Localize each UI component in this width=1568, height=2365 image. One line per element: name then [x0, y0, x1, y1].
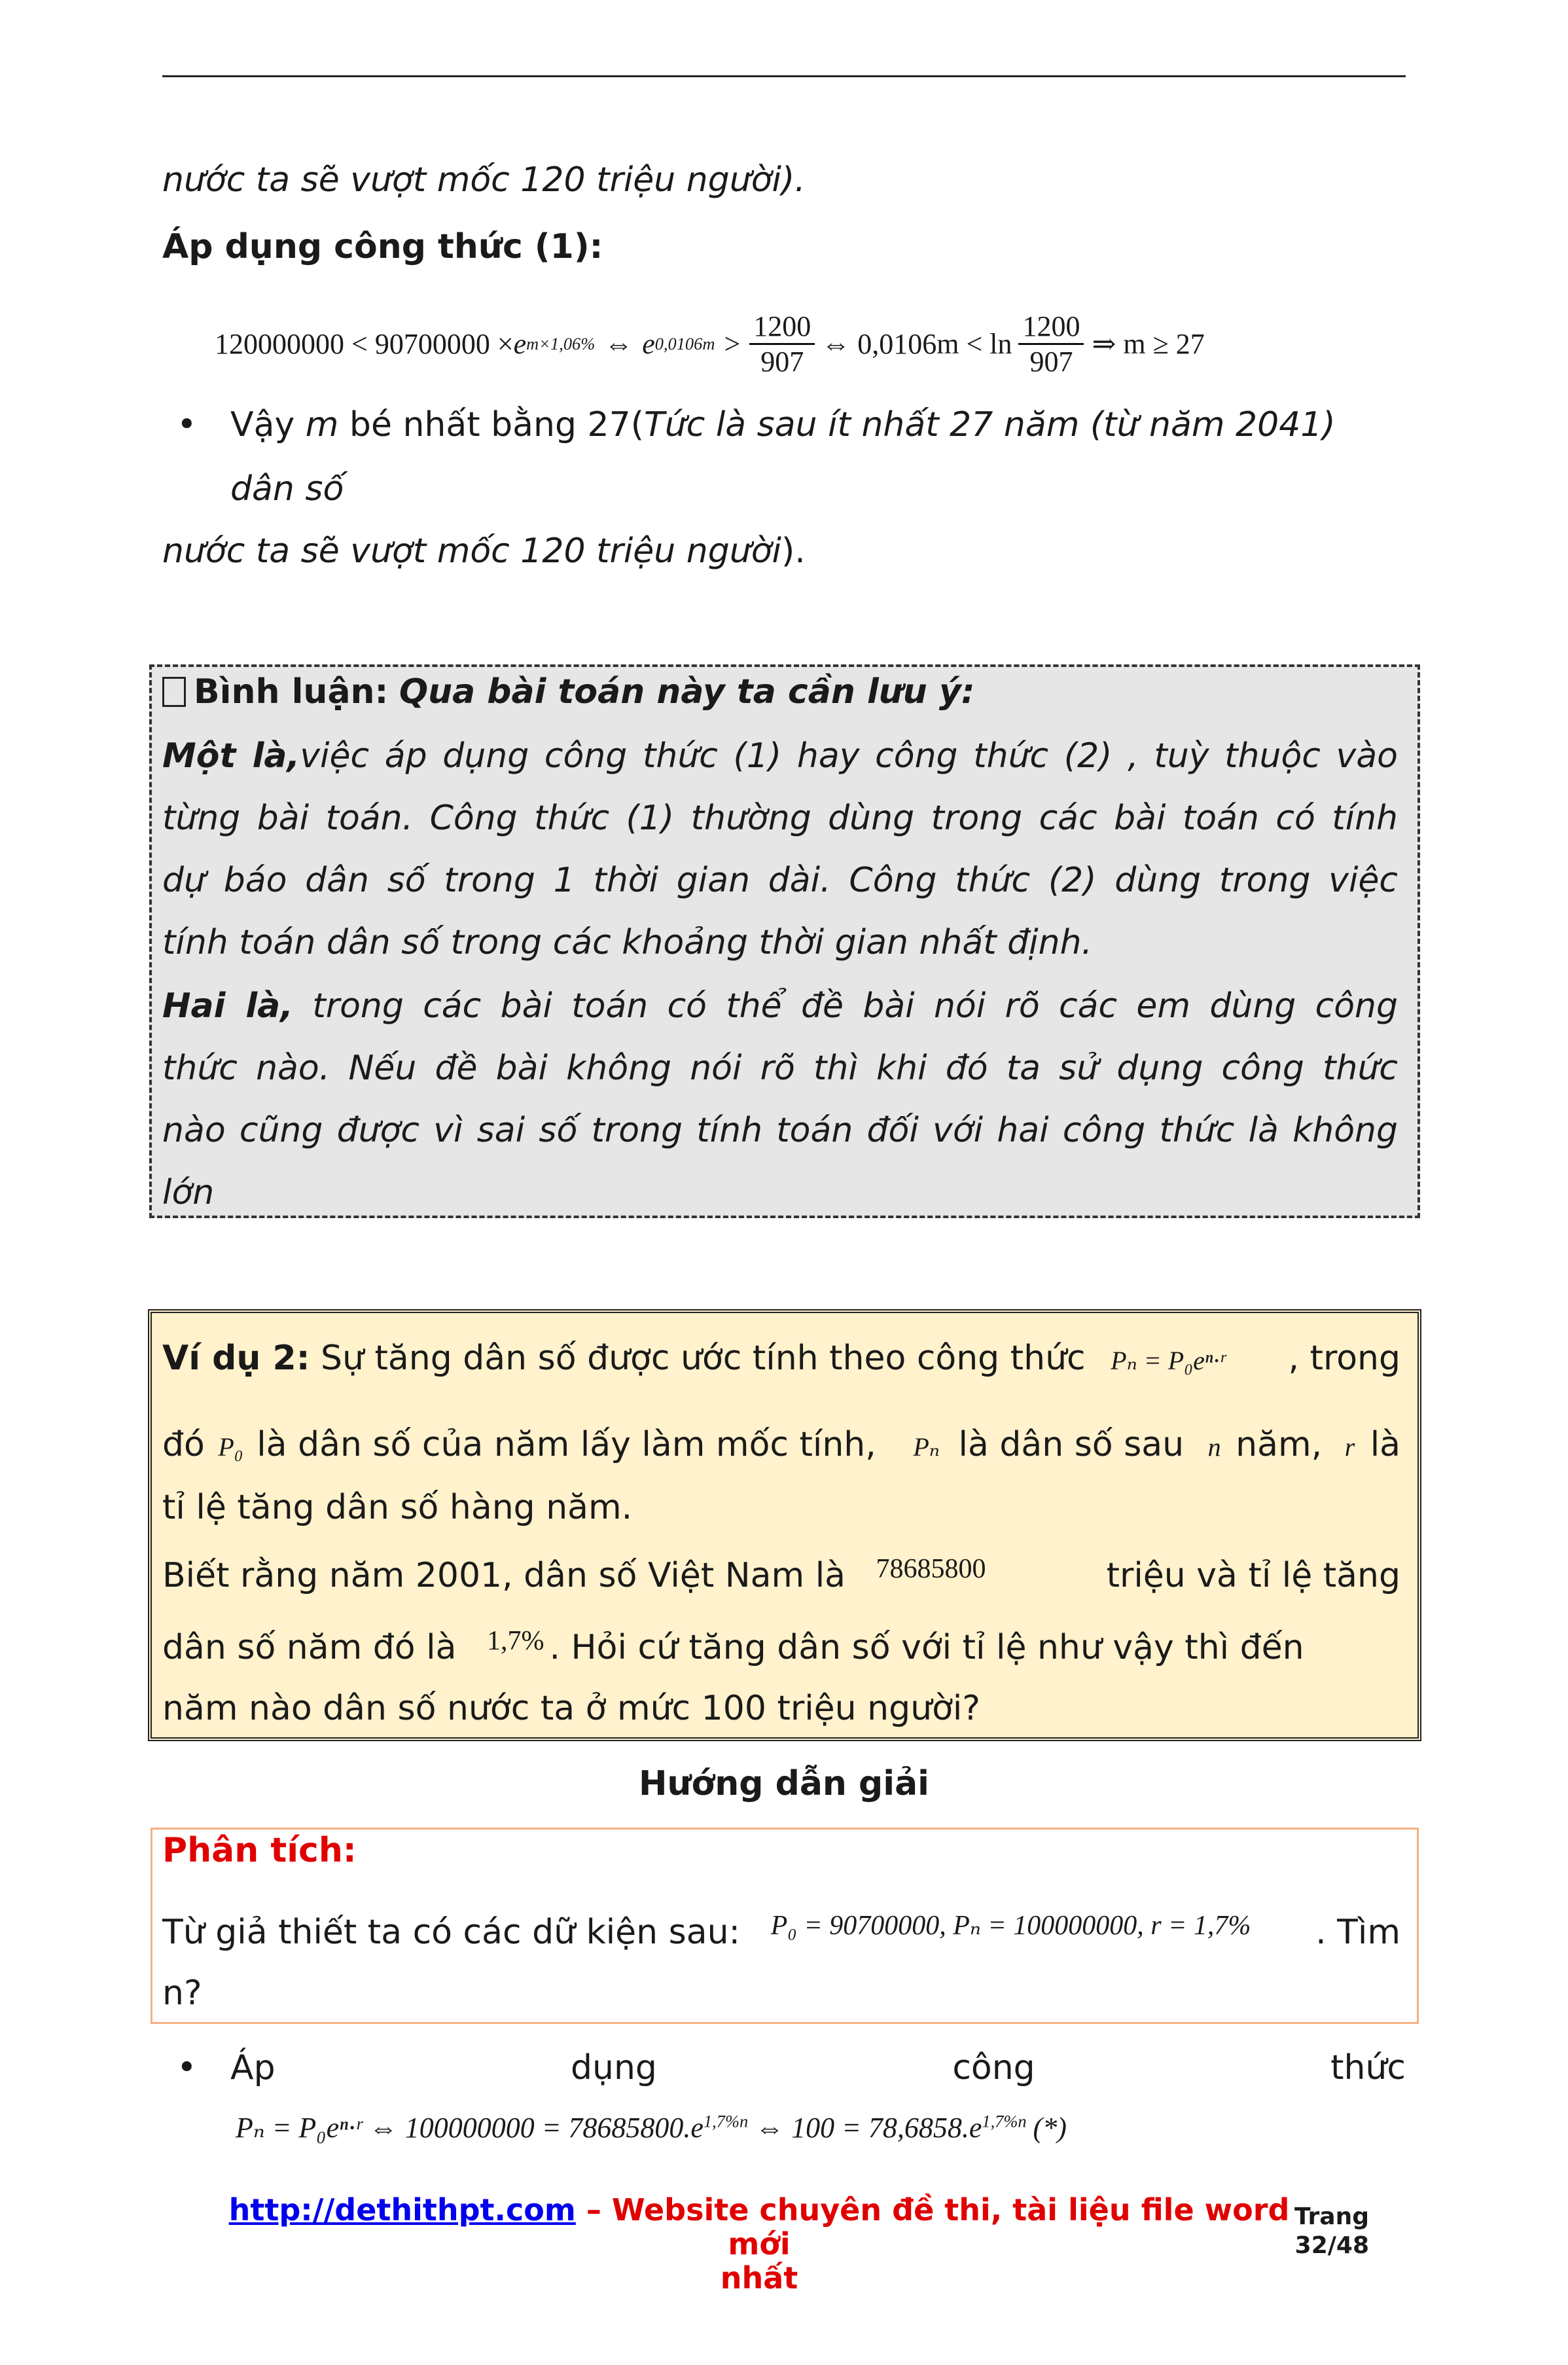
footer-link[interactable]: http://dethithpt.com: [228, 2192, 576, 2228]
comment-p2-line-4: lớn: [162, 1173, 215, 1212]
comment-p1-line-3: dự báo dân số trong 1 thời gian dài. Công thức (2) dùng trong việc: [162, 861, 1398, 900]
header-rule: [162, 75, 1406, 77]
comment-heading: Bình luận: Qua bài toán này ta cần lưu ý:: [162, 661, 975, 723]
fraction-1: $\frac{1200}{907}$: [749, 310, 815, 378]
example-line-1: Ví dụ 2: Sự tăng dân số được ước tính theo công thức Pₙ = P₀eⁿ·ʳ , trong: [162, 1339, 1400, 1378]
apply-heading: Áp dụng công thức (1):: [162, 227, 603, 266]
page-number: Trang 32/48: [1294, 2203, 1369, 2259]
guide-title: Hướng dẫn giải: [638, 1764, 929, 1803]
example-line-4: Biết rằng năm 2001, dân số Việt Nam là $^{78685800}$ triệu và tỉ lệ tăng: [162, 1554, 1400, 1595]
bullet-icon: •: [177, 405, 197, 444]
pen-icon: [162, 677, 186, 707]
comment-p2-line-2: thức nào. Nếu đề bài không nói rõ thì khi đó ta sử dụng công thức: [162, 1049, 1398, 1088]
intro-line: nước ta sẽ vượt mốc 120 triệu người).: [162, 160, 806, 200]
conclusion-line-1: Vậy m bé nhất bằng 27(Tức là sau ít nhất 27 năm (từ năm 2041): [230, 405, 1336, 444]
example-line-6: năm nào dân số nước ta ở mức 100 triệu người?: [162, 1689, 980, 1728]
fraction-2: $\frac{1200}{907}$: [1018, 310, 1084, 378]
comment-p1-line-4: tính toán dân số trong các khoảng thời gian nhất định.: [162, 923, 1093, 962]
apply2-words: Áp dụng công thức: [230, 2048, 1406, 2087]
analysis-label: Phân tích:: [162, 1831, 357, 1870]
comment-p1-line-1: Một là,việc áp dụng công thức (1) hay công thức (2) , tuỳ thuộc vào: [162, 736, 1398, 776]
formula-1: 120000000 < 90700000 × e m×1,06% ⇔ e 0,0106m > $\frac{1200}{907}$ ⇔ 0,0106m < ln $\frac{1200}{907}$ ⇒ m ≥ 27: [215, 310, 1205, 378]
conclusion-line-2: dân số: [230, 469, 344, 509]
example-line-5: dân số năm đó là $^{1,7\%}$ . Hỏi cứ tăng dân số với tỉ lệ như vậy thì đến: [162, 1626, 1304, 1667]
example-line-3: tỉ lệ tăng dân số hàng năm.: [162, 1488, 633, 1527]
comment-p1-line-2: từng bài toán. Công thức (1) thường dùng trong các bài toán có tính: [162, 799, 1398, 838]
comment-p2-line-3: nào cũng được vì sai số trong tính toán đối với hai công thức là không: [162, 1111, 1398, 1150]
bullet-icon-2: •: [177, 2048, 197, 2087]
analysis-line-1: Từ giả thiết ta có các dữ kiện sau: $^{P_0 = 90700000, P_n = 100000000, r = 1,7\%}$ . Tìm: [162, 1911, 1400, 1952]
analysis-line-2: n?: [162, 1974, 202, 2013]
footer-text: http://dethithpt.com – Website chuyên đề thi, tài liệu file word mới nhất: [228, 2192, 1290, 2296]
example-line-2: đó P₀ là dân số của năm lấy làm mốc tính, Pₙ là dân số sau n năm, r là: [162, 1425, 1400, 1464]
conclusion-line-3: nước ta sẽ vượt mốc 120 triệu người).: [162, 532, 806, 571]
formula-2: Pₙ = P₀eⁿ·ʳ ⇔ $100000000 = 78685800.e^{1,7\%n}$ ⇔ $100 = 78,6858.e^{1,7\%n}$ (*): [236, 2111, 1067, 2144]
comment-p2-line-1: Hai là, trong các bài toán có thể đề bài nói rõ các em dùng công: [162, 986, 1398, 1026]
